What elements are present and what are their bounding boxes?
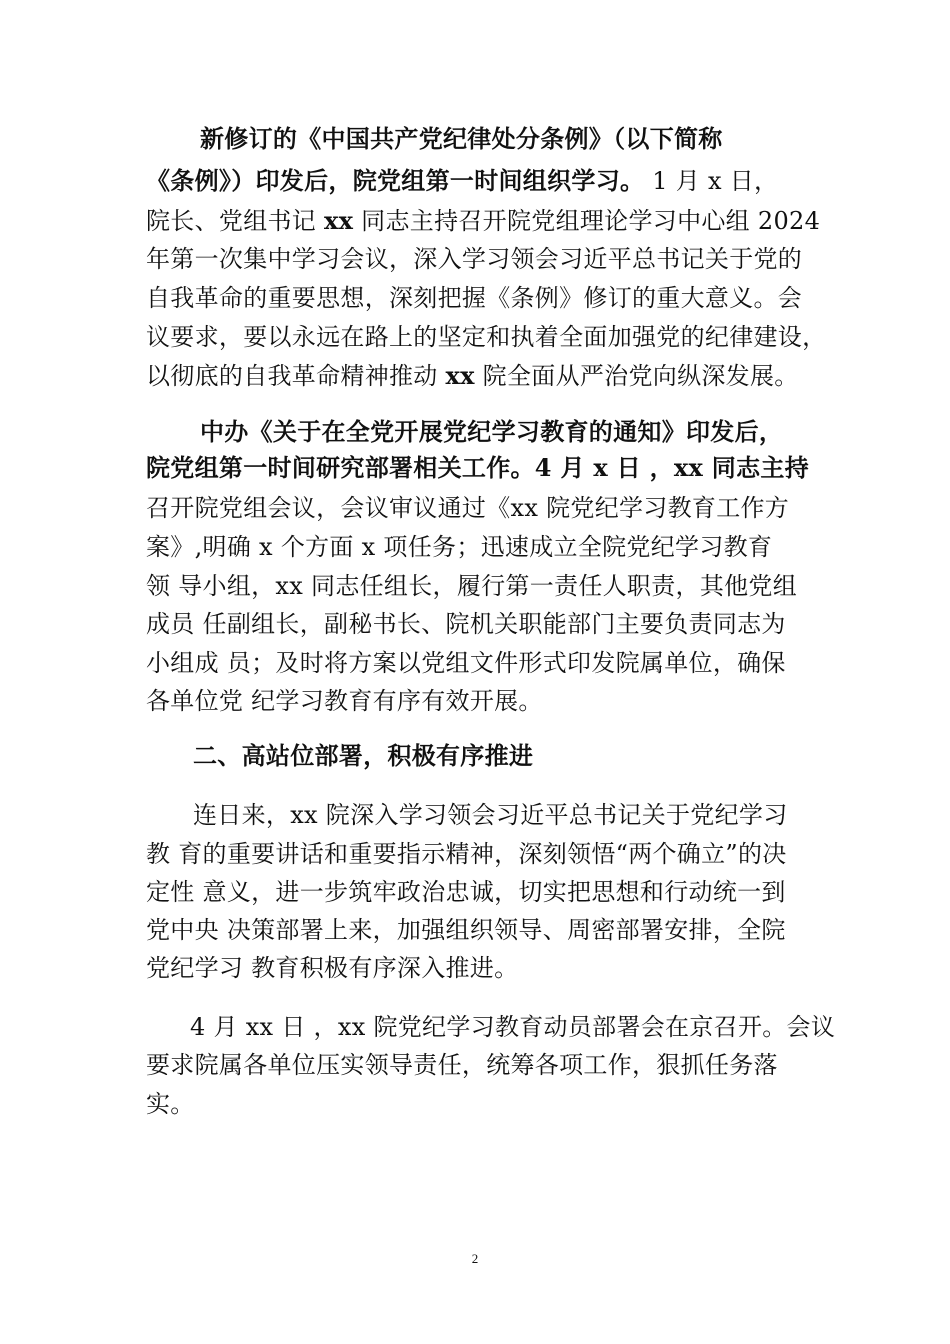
text-run: 定性 意义，进一步筑牢政治忠诚，切实把思想和行动统一到 (146, 878, 786, 906)
text-line (146, 880, 786, 904)
text-run: 连日来，xx 院深入学习领会习近平总书记关于党纪学习 (193, 801, 788, 829)
text-line (146, 689, 543, 713)
text-run: 党中央 决策部署上来，加强组织领导、周密部署安排，全院 (146, 916, 786, 944)
text-line (146, 247, 802, 271)
text-run: 教 育的重要讲话和重要指示精神，深刻领悟“两个确立”的决 (146, 840, 787, 868)
text-run: 4 月 xx 日 ，xx 院党纪学习教育动员部署会在京召开。会议 (190, 1013, 836, 1041)
text-run: 院全面从严治党向纵深发展。 (474, 362, 799, 390)
text-run: 要求院属各单位压实领导责任，统筹各项工作，狠抓任务落 (146, 1051, 778, 1079)
text-run: xx (445, 361, 475, 390)
text-run: 年第一次集中学习会议，深入学习领会习近平总书记关于党的 (146, 245, 803, 273)
text-run: xx (324, 206, 354, 235)
text-line (146, 535, 772, 559)
text-line (190, 1015, 835, 1039)
text-line (146, 286, 802, 310)
text-run: 党纪学习 教育积极有序深入推进。 (146, 954, 519, 982)
text-line (200, 124, 723, 153)
text-run: 同志主持召开院党组理论学习中心组 2024 (353, 207, 821, 235)
text-line (146, 842, 787, 866)
text-run: 召开院党组会议，会议审议通过《xx 院党纪学习教育工作方 (146, 494, 790, 522)
text-run: 以彻底的自我革命精神推动 (146, 362, 446, 390)
text-line (146, 918, 786, 942)
text-run: 议要求，要以永远在路上的坚定和执着全面加强党的纪律建设， (146, 323, 827, 351)
text-line (146, 453, 810, 482)
text-line (146, 1053, 778, 1077)
text-line (146, 206, 821, 235)
text-line (146, 956, 518, 980)
text-run: 小组成 员；及时将方案以党组文件形式印发院属单位，确保 (146, 649, 786, 677)
text-run: 院党组第一时间研究部署相关工作。4 月 x 日 ，xx 同志主持 (146, 453, 810, 482)
text-run: 1 月 x 日， (644, 167, 779, 195)
text-run: 成员 任副组长，副秘书长、院机关职能部门主要负责同志为 (146, 610, 786, 638)
text-line (146, 361, 799, 390)
text-run: 二、高站位部署，积极有序推进 (193, 742, 534, 770)
text-run: 各单位党 纪学习教育有序有效开展。 (146, 687, 543, 715)
text-line (193, 803, 788, 827)
text-run: 中办《关于在全党开展党纪学习教育的通知》印发后， (200, 417, 784, 446)
text-run: 院长、党组书记 (146, 207, 325, 235)
text-line (146, 166, 779, 195)
text-run: 《条例》）印发后，院党组第一时间组织学习。 (146, 166, 645, 195)
text-run: 新修订的《中国共产党纪律处分条例》（以下简称 (200, 124, 723, 153)
page-number: 2 (471, 1251, 479, 1266)
text-run: 领 导小组，xx 同志任组长，履行第一责任人职责，其他党组 (146, 572, 798, 600)
text-line (146, 612, 786, 636)
text-line (146, 1092, 195, 1116)
text-run: 案》,明确 x 个方面 x 项任务；迅速成立全院党纪学习教育 (146, 533, 773, 561)
text-line (146, 496, 789, 520)
text-line (146, 325, 826, 349)
text-line (193, 744, 533, 768)
text-run: 实。 (146, 1090, 195, 1118)
text-line (146, 651, 786, 675)
text-line (200, 417, 784, 446)
text-run: 自我革命的重要思想，深刻把握《条例》修订的重大意义。会 (146, 284, 803, 312)
text-line (146, 574, 797, 598)
